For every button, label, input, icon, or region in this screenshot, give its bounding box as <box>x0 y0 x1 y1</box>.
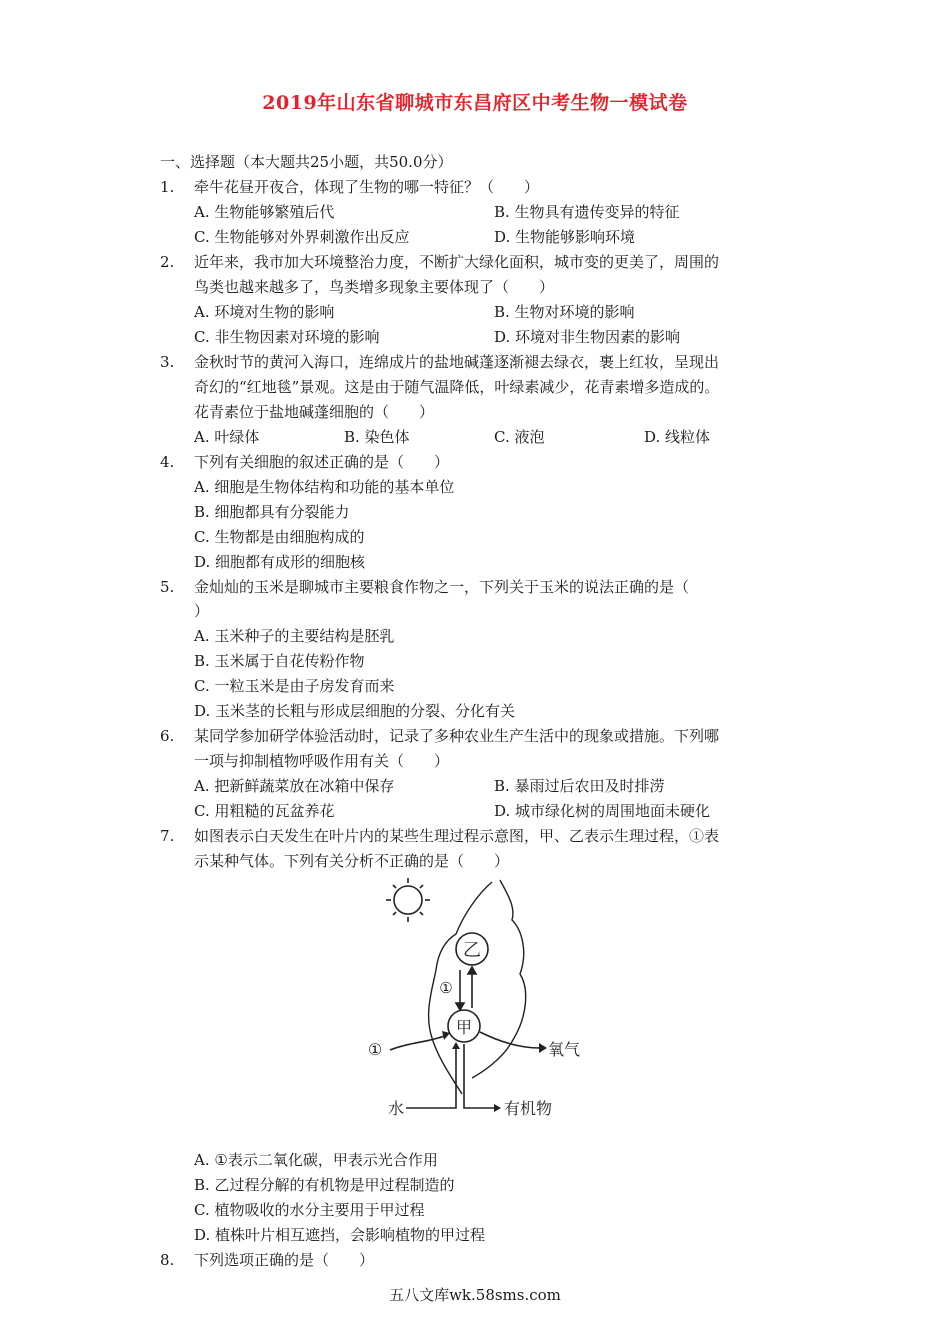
question-stem: 奇幻的“红地毯”景观。这是由于随气温降低，叶绿素减少，花青素增多造成的。 <box>194 378 720 396</box>
question-stem: 某同学参加研学体验活动时，记录了多种农业生产生活中的现象或措施。下列哪 <box>194 727 720 745</box>
option-c: C. 一粒玉米是由子房发育而来 <box>194 677 395 695</box>
question-stem: 金秋时节的黄河入海口，连绵成片的盐地碱蓬逐渐褪去绿衣，裹上红妆，呈现出 <box>194 353 720 371</box>
option-b: B. 染色体 <box>344 428 410 446</box>
question-stem: 牵牛花昼开夜合，体现了生物的哪一特征？（ ） <box>194 178 540 196</box>
process-jia-label: 甲 <box>455 1018 473 1037</box>
option-b: B. 生物具有遗传变异的特征 <box>494 203 680 221</box>
gas-exchange-arrows <box>456 967 476 1010</box>
option-d: D. 生物能够影响环境 <box>494 228 636 246</box>
option-d: D. 玉米茎的长粗与形成层细胞的分裂、分化有关 <box>194 702 516 720</box>
option-c: C. 液泡 <box>494 428 545 446</box>
question-stem: 一项与抑制植物呼吸作用有关（ ） <box>194 752 450 770</box>
option-a: A. 玉米种子的主要结构是胚乳 <box>194 627 395 645</box>
question-stem: 近年来，我市加大环境整治力度，不断扩大绿化面积，城市变的更美了，周围的 <box>194 253 720 271</box>
option-c: C. 用粗糙的瓦盆养花 <box>194 802 335 820</box>
question-stem: 示某种气体。下列有关分析不正确的是（ ） <box>194 852 510 870</box>
option-c: C. 生物能够对外界刺激作出反应 <box>194 228 410 246</box>
option-d: D. 环境对非生物因素的影响 <box>494 328 681 346</box>
option-a: A. 细胞是生物体结构和功能的基本单位 <box>194 478 455 496</box>
option-c: C. 植物吸收的水分主要用于甲过程 <box>194 1201 425 1219</box>
water-arrow <box>406 1047 456 1108</box>
organic-label: 有机物 <box>504 1099 553 1118</box>
option-a: A. 叶绿体 <box>194 428 260 446</box>
question-stem: 如图表示白天发生在叶片内的某些生理过程示意图，甲、乙表示生理过程，①表 <box>194 827 720 845</box>
option-c: C. 生物都是由细胞构成的 <box>194 528 365 546</box>
question-number: 5. <box>160 578 175 596</box>
option-b: B. 玉米属于自花传粉作物 <box>194 652 365 670</box>
option-a: A. 生物能够繁殖后代 <box>194 203 335 221</box>
option-a: A. 环境对生物的影响 <box>194 303 335 321</box>
option-d: D. 线粒体 <box>644 428 711 446</box>
option-d: D. 城市绿化树的周围地面未硬化 <box>494 802 711 820</box>
option-d: D. 细胞都有成形的细胞核 <box>194 553 366 571</box>
question-stem: 花青素位于盐地碱蓬细胞的（ ） <box>194 403 435 421</box>
organic-arrow <box>464 1044 496 1108</box>
section-heading: 一、选择题（本大题共25小题，共50.0分） <box>160 153 453 171</box>
gas-1-label: ① <box>367 1040 383 1059</box>
option-b: B. 乙过程分解的有机物是甲过程制造的 <box>194 1176 455 1194</box>
question-number: 2. <box>160 253 175 271</box>
gas-1-label-inner: ① <box>439 979 453 997</box>
oxygen-label: 氧气 <box>548 1040 581 1059</box>
process-yi-label: 乙 <box>463 940 481 961</box>
question-stem: ） <box>194 602 210 620</box>
footer-watermark: 五八文库wk.58sms.com <box>389 1286 561 1304</box>
question-number: 8. <box>160 1251 175 1269</box>
option-b: B. 细胞都具有分裂能力 <box>194 503 350 521</box>
question-number: 7. <box>160 827 175 845</box>
question-stem: 鸟类也越来越多了，鸟类增多现象主要体现了（ ） <box>194 278 555 296</box>
question-stem: 下列有关细胞的叙述正确的是（ ） <box>194 453 450 471</box>
option-b: B. 暴雨过后农田及时排涝 <box>494 777 665 795</box>
option-d: D. 植株叶片相互遮挡，会影响植物的甲过程 <box>194 1226 486 1244</box>
leaf-process-diagram <box>360 872 600 1127</box>
water-label: 水 <box>388 1099 405 1118</box>
option-a: A. ①表示二氧化碳，甲表示光合作用 <box>194 1151 438 1169</box>
page-title: 2019年山东省聊城市东昌府区中考生物一模试卷 <box>262 92 688 114</box>
option-c: C. 非生物因素对环境的影响 <box>194 328 380 346</box>
question-number: 3. <box>160 353 175 371</box>
sun-icon <box>386 878 430 922</box>
question-stem: 下列选项正确的是（ ） <box>194 1251 375 1269</box>
question-number: 1. <box>160 178 175 196</box>
option-b: B. 生物对环境的影响 <box>494 303 635 321</box>
question-number: 4. <box>160 453 175 471</box>
question-number: 6. <box>160 727 175 745</box>
option-a: A. 把新鲜蔬菜放在冰箱中保存 <box>194 777 395 795</box>
question-stem: 金灿灿的玉米是聊城市主要粮食作物之一，下列关于玉米的说法正确的是（ <box>194 578 690 596</box>
